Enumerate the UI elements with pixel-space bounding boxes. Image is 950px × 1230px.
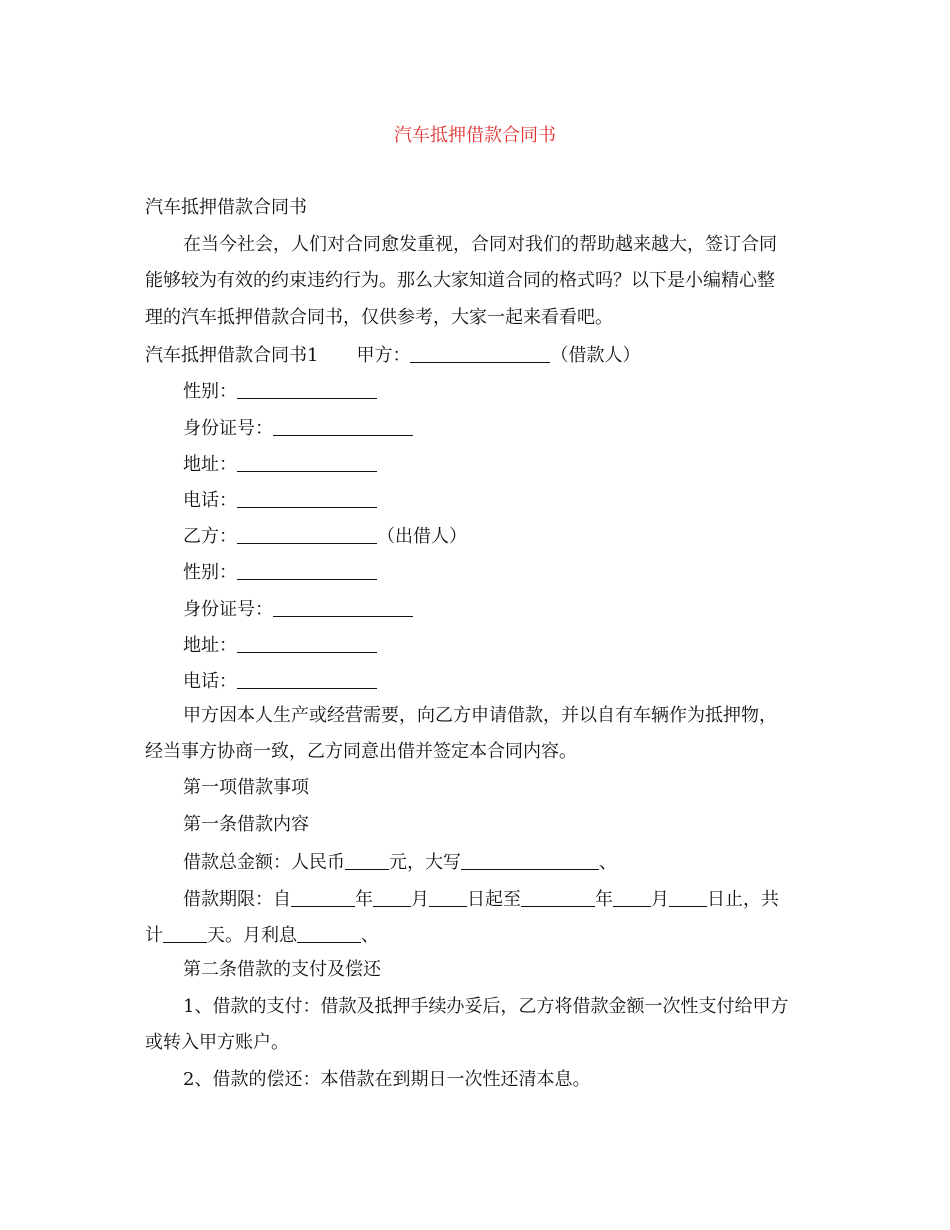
payment-line-2: 或转入甲方账户。: [145, 1032, 289, 1053]
year-label: 年: [355, 889, 373, 910]
days-interest-label: 天。月利息: [207, 925, 297, 946]
phone-label: 电话：: [183, 490, 237, 511]
days-blank: [163, 924, 207, 943]
term-label: 借款期限：自: [183, 889, 291, 910]
id-label: 身份证号：: [183, 418, 273, 439]
day-from-label: 日起至: [467, 889, 521, 910]
party-b-id-row: [183, 596, 413, 622]
party-b-gender-row: [183, 559, 377, 585]
end-day-blank: [669, 888, 707, 907]
party-a-gender-row: [183, 378, 377, 404]
gender-label: 性别：: [183, 381, 237, 402]
party-b-row: [183, 523, 467, 549]
contract-name: 汽车抵押借款合同书1: [145, 345, 319, 366]
amount-label: 借款总金额：人民币: [183, 852, 345, 873]
loan-days-interest-row: [145, 922, 379, 948]
gender-blank: [237, 561, 377, 580]
address-label: 地址：: [183, 635, 237, 656]
party-a-label: 甲方：: [356, 345, 411, 366]
year-label: 年: [595, 889, 613, 910]
start-year-blank: [291, 888, 355, 907]
interest-end: 、: [361, 925, 379, 946]
payment-line-1: 1、借款的支付：借款及抵押手续办妥后，乙方将借款金额一次性支付给甲方: [183, 996, 789, 1017]
phone-label: 电话：: [183, 671, 237, 692]
gender-blank: [237, 380, 377, 399]
party-b-label: 乙方：: [183, 526, 237, 547]
amount-words-blank: [461, 851, 599, 870]
party-a-blank: [410, 344, 550, 363]
id-label: 身份证号：: [183, 599, 273, 620]
party-b-blank: [237, 525, 377, 544]
amount-words-label: 元，大写: [389, 852, 461, 873]
party-a-phone-row: [183, 487, 377, 513]
address-blank: [237, 453, 377, 472]
contract-party-a-row: [145, 342, 640, 368]
party-a-id-row: [183, 415, 413, 441]
body-paragraph-line-2: 经当事方协商一致，乙方同意出借并签定本合同内容。: [145, 741, 577, 762]
end-month-blank: [613, 888, 651, 907]
interest-blank: [297, 924, 361, 943]
repayment-line: 2、借款的偿还：本借款在到期日一次性还清本息。: [183, 1069, 591, 1090]
party-a-role: （借款人）: [550, 345, 641, 366]
party-b-address-row: [183, 632, 377, 658]
ji-label: 计: [145, 925, 163, 946]
loan-amount-row: [183, 849, 617, 875]
party-b-phone-row: [183, 668, 377, 694]
intro-line-3: 理的汽车抵押借款合同书，仅供参考，大家一起来看看吧。: [145, 307, 613, 328]
intro-line-1: 在当今社会，人们对合同愈发重视，合同对我们的帮助越来越大，签订合同: [183, 234, 777, 255]
end-year-blank: [521, 888, 595, 907]
document-title: 汽车抵押借款合同书: [394, 125, 556, 146]
phone-blank: [237, 489, 377, 508]
id-blank: [273, 417, 413, 436]
party-a-address-row: [183, 451, 377, 477]
party-b-role: （出借人）: [377, 526, 467, 547]
body-paragraph-line-1: 甲方因本人生产或经营需要，向乙方申请借款，并以自有车辆作为抵押物，: [183, 705, 777, 726]
phone-blank: [237, 670, 377, 689]
start-month-blank: [373, 888, 411, 907]
address-label: 地址：: [183, 454, 237, 475]
amount-blank: [345, 851, 389, 870]
month-label: 月: [651, 889, 669, 910]
amount-end: 、: [599, 852, 617, 873]
id-blank: [273, 598, 413, 617]
loan-term-row: [183, 886, 779, 912]
section-heading: 第一项借款事项: [183, 777, 309, 798]
article-heading-1: 第一条借款内容: [183, 814, 309, 835]
day-to-label: 日止，共: [707, 889, 779, 910]
document-heading: 汽车抵押借款合同书: [145, 197, 307, 218]
address-blank: [237, 634, 377, 653]
article-heading-2: 第二条借款的支付及偿还: [183, 959, 381, 980]
intro-line-2: 能够较为有效的约束违约行为。那么大家知道合同的格式吗？以下是小编精心整: [145, 270, 775, 291]
month-label: 月: [411, 889, 429, 910]
gender-label: 性别：: [183, 562, 237, 583]
start-day-blank: [429, 888, 467, 907]
